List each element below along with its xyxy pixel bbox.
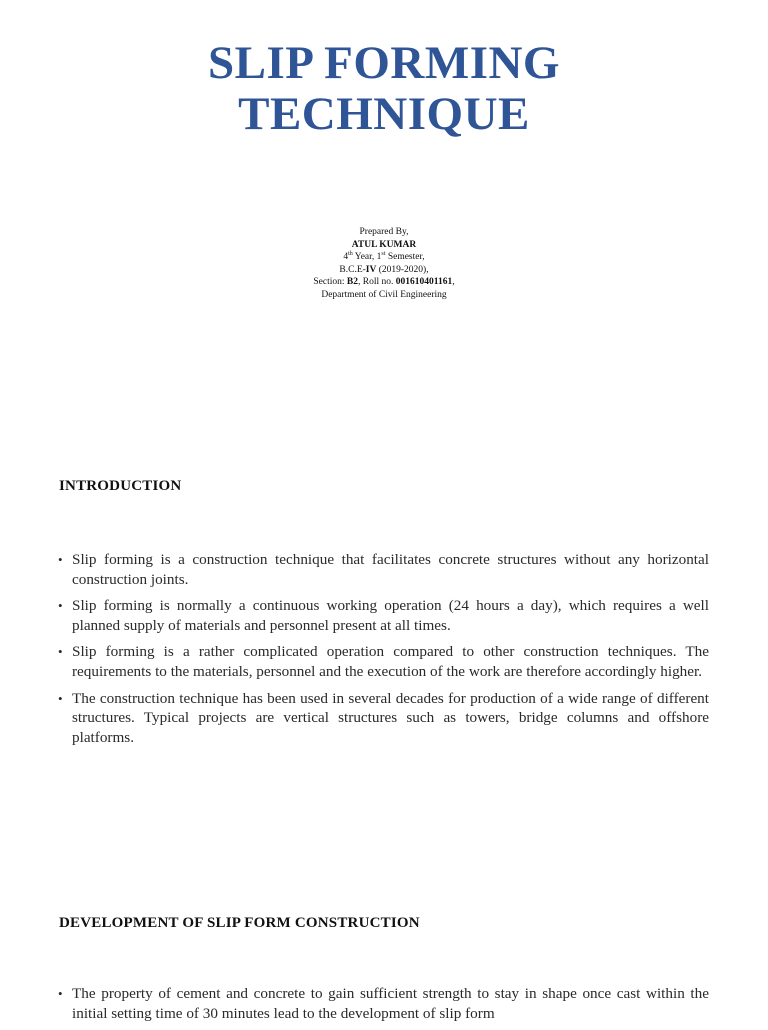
list-item: • The property of cement and concrete to gain sufficient strength to stay in shape once cast within the initial setting time of 30 minutes lead to the development of slip form: [58, 985, 709, 1022]
department-line: Department of Civil Engineering: [321, 289, 447, 300]
list-item: • The construction technique has been used in several decades for production of a wide range of different structures. Typical projects are vertical structures such as towers, bridge columns and offshore platforms.: [58, 689, 709, 746]
year-semester: 4th Year, 1st Semester,: [343, 251, 425, 263]
development-heading: DEVELOPMENT OF SLIP FORM CONSTRUCTION: [59, 915, 420, 931]
bullet-icon: •: [58, 986, 63, 1001]
document-title: [0, 38, 768, 140]
section-roll-line: Section: B2, Roll no. 001610401161,: [313, 277, 455, 288]
development-list: [58, 984, 709, 1030]
introduction-heading: INTRODUCTION: [59, 478, 182, 494]
title-line-1: SLIP FORMING: [207, 37, 560, 89]
prepared-label: Prepared By,: [359, 227, 409, 237]
author-block: [0, 226, 768, 302]
course-line: B.C.E-IV (2019-2020),: [339, 264, 429, 275]
list-item: • Slip forming is a construction technique that facilitates concrete structures without any horizontal construction joints.: [58, 551, 709, 588]
list-item: • Slip forming is normally a continuous working operation (24 hours a day), which requires a well planned supply of materials and personnel present at all times.: [58, 597, 709, 634]
bullet-icon: •: [58, 552, 63, 567]
introduction-list: [58, 550, 709, 754]
author-name: ATUL KUMAR: [351, 239, 417, 250]
bullet-icon: •: [58, 690, 63, 706]
bullet-icon: •: [58, 598, 63, 614]
list-item: • Slip forming is a rather complicated operation compared to other construction techniques. The requirements to the materials, personnel and the execution of the work are therefore accordingly higher.: [58, 643, 709, 680]
title-line-2: TECHNIQUE: [238, 88, 530, 140]
bullet-icon: •: [58, 644, 63, 660]
